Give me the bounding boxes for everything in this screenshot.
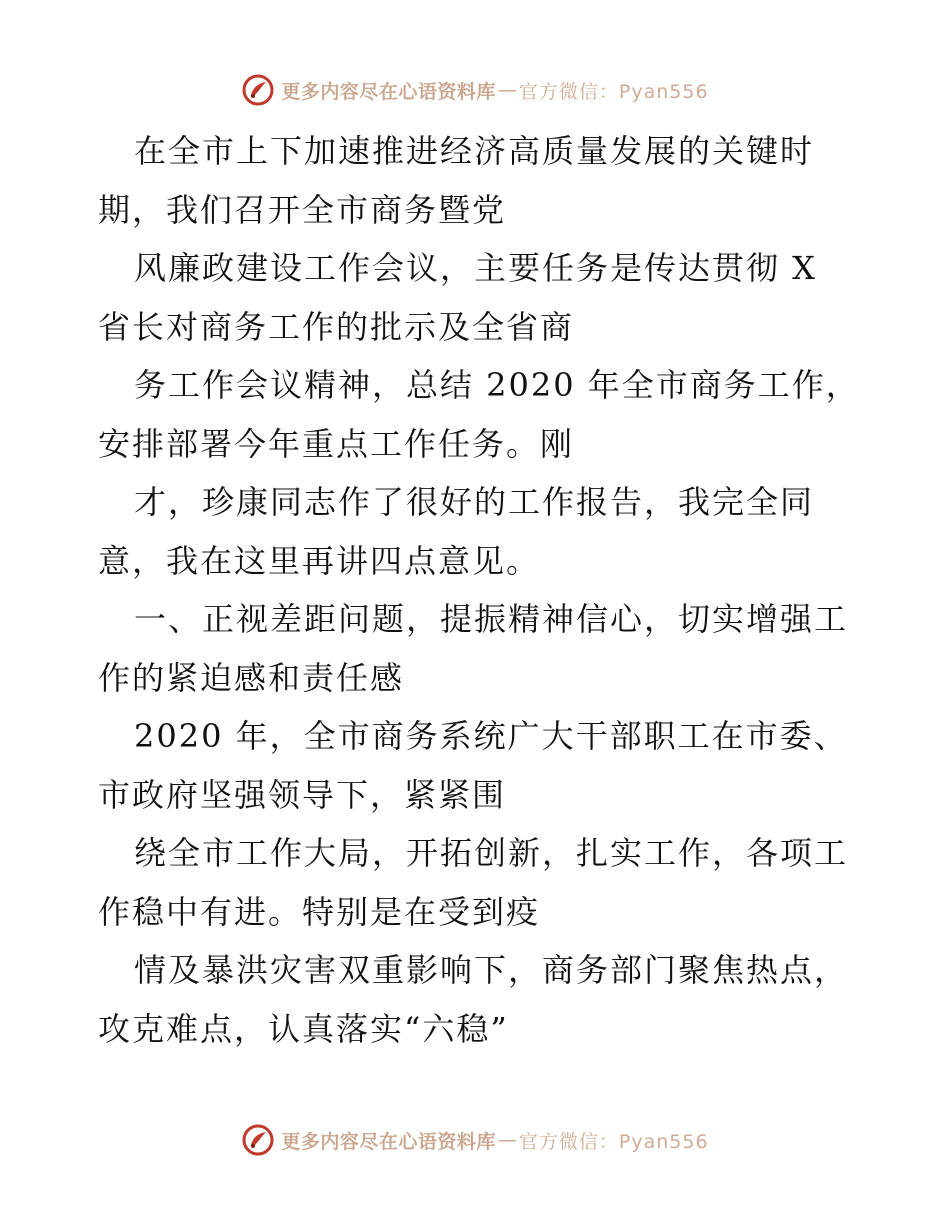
- paragraph-line: 才，珍康同志作了很好的工作报告，我完全同: [134, 483, 815, 521]
- paragraph-line: 攻克难点，认真落实“六稳”: [98, 1009, 509, 1048]
- paragraph-line: 务工作会议精神，总结 2020 年全市商务工作，: [134, 366, 860, 404]
- paragraph-line: 风廉政建设工作会议，主要任务是传达贯彻 X: [134, 249, 817, 287]
- section-heading-line: 一、正视差距问题，提振精神信心，切实增强工: [134, 600, 849, 638]
- paragraph-line: 作稳中有进。特别是在受到疫: [98, 892, 541, 931]
- banner-wechat-text: 官方微信：Pyan556: [518, 80, 709, 103]
- paragraph-line: 省长对商务工作的批示及全省商: [98, 307, 575, 346]
- logo-icon: [241, 1123, 275, 1157]
- section-heading-line: 作的紧迫感和责任感: [98, 658, 405, 697]
- paragraph-line: 市政府坚强领导下，紧紧围: [98, 775, 507, 814]
- banner-main-text: 更多内容尽在心语资料库: [281, 80, 496, 103]
- footer-watermark-banner: [0, 1120, 950, 1160]
- header-watermark-banner: [0, 70, 950, 110]
- paragraph-line: 在全市上下加速推进经济高质量发展的关键时: [134, 132, 815, 170]
- banner-dash: —: [497, 1129, 517, 1151]
- banner-wechat-text: 官方微信：Pyan556: [518, 1130, 709, 1153]
- paragraph-line: 绕全市工作大局，开拓创新，扎实工作，各项工: [134, 834, 849, 872]
- banner-main-text: 更多内容尽在心语资料库: [281, 1130, 496, 1153]
- paragraph-line: 安排部署今年重点工作任务。刚: [98, 424, 575, 463]
- paragraph-line: 意，我在这里再讲四点意见。: [98, 541, 541, 580]
- paragraph-line: 2020 年，全市商务系统广大干部职工在市委、: [134, 717, 848, 755]
- logo-icon: [241, 73, 275, 107]
- document-body: [98, 122, 858, 1058]
- paragraph-line: 情及暴洪灾害双重影响下，商务部门聚焦热点，: [134, 951, 849, 989]
- paragraph-line: 期，我们召开全市商务暨党: [98, 190, 507, 229]
- banner-dash: —: [497, 79, 517, 101]
